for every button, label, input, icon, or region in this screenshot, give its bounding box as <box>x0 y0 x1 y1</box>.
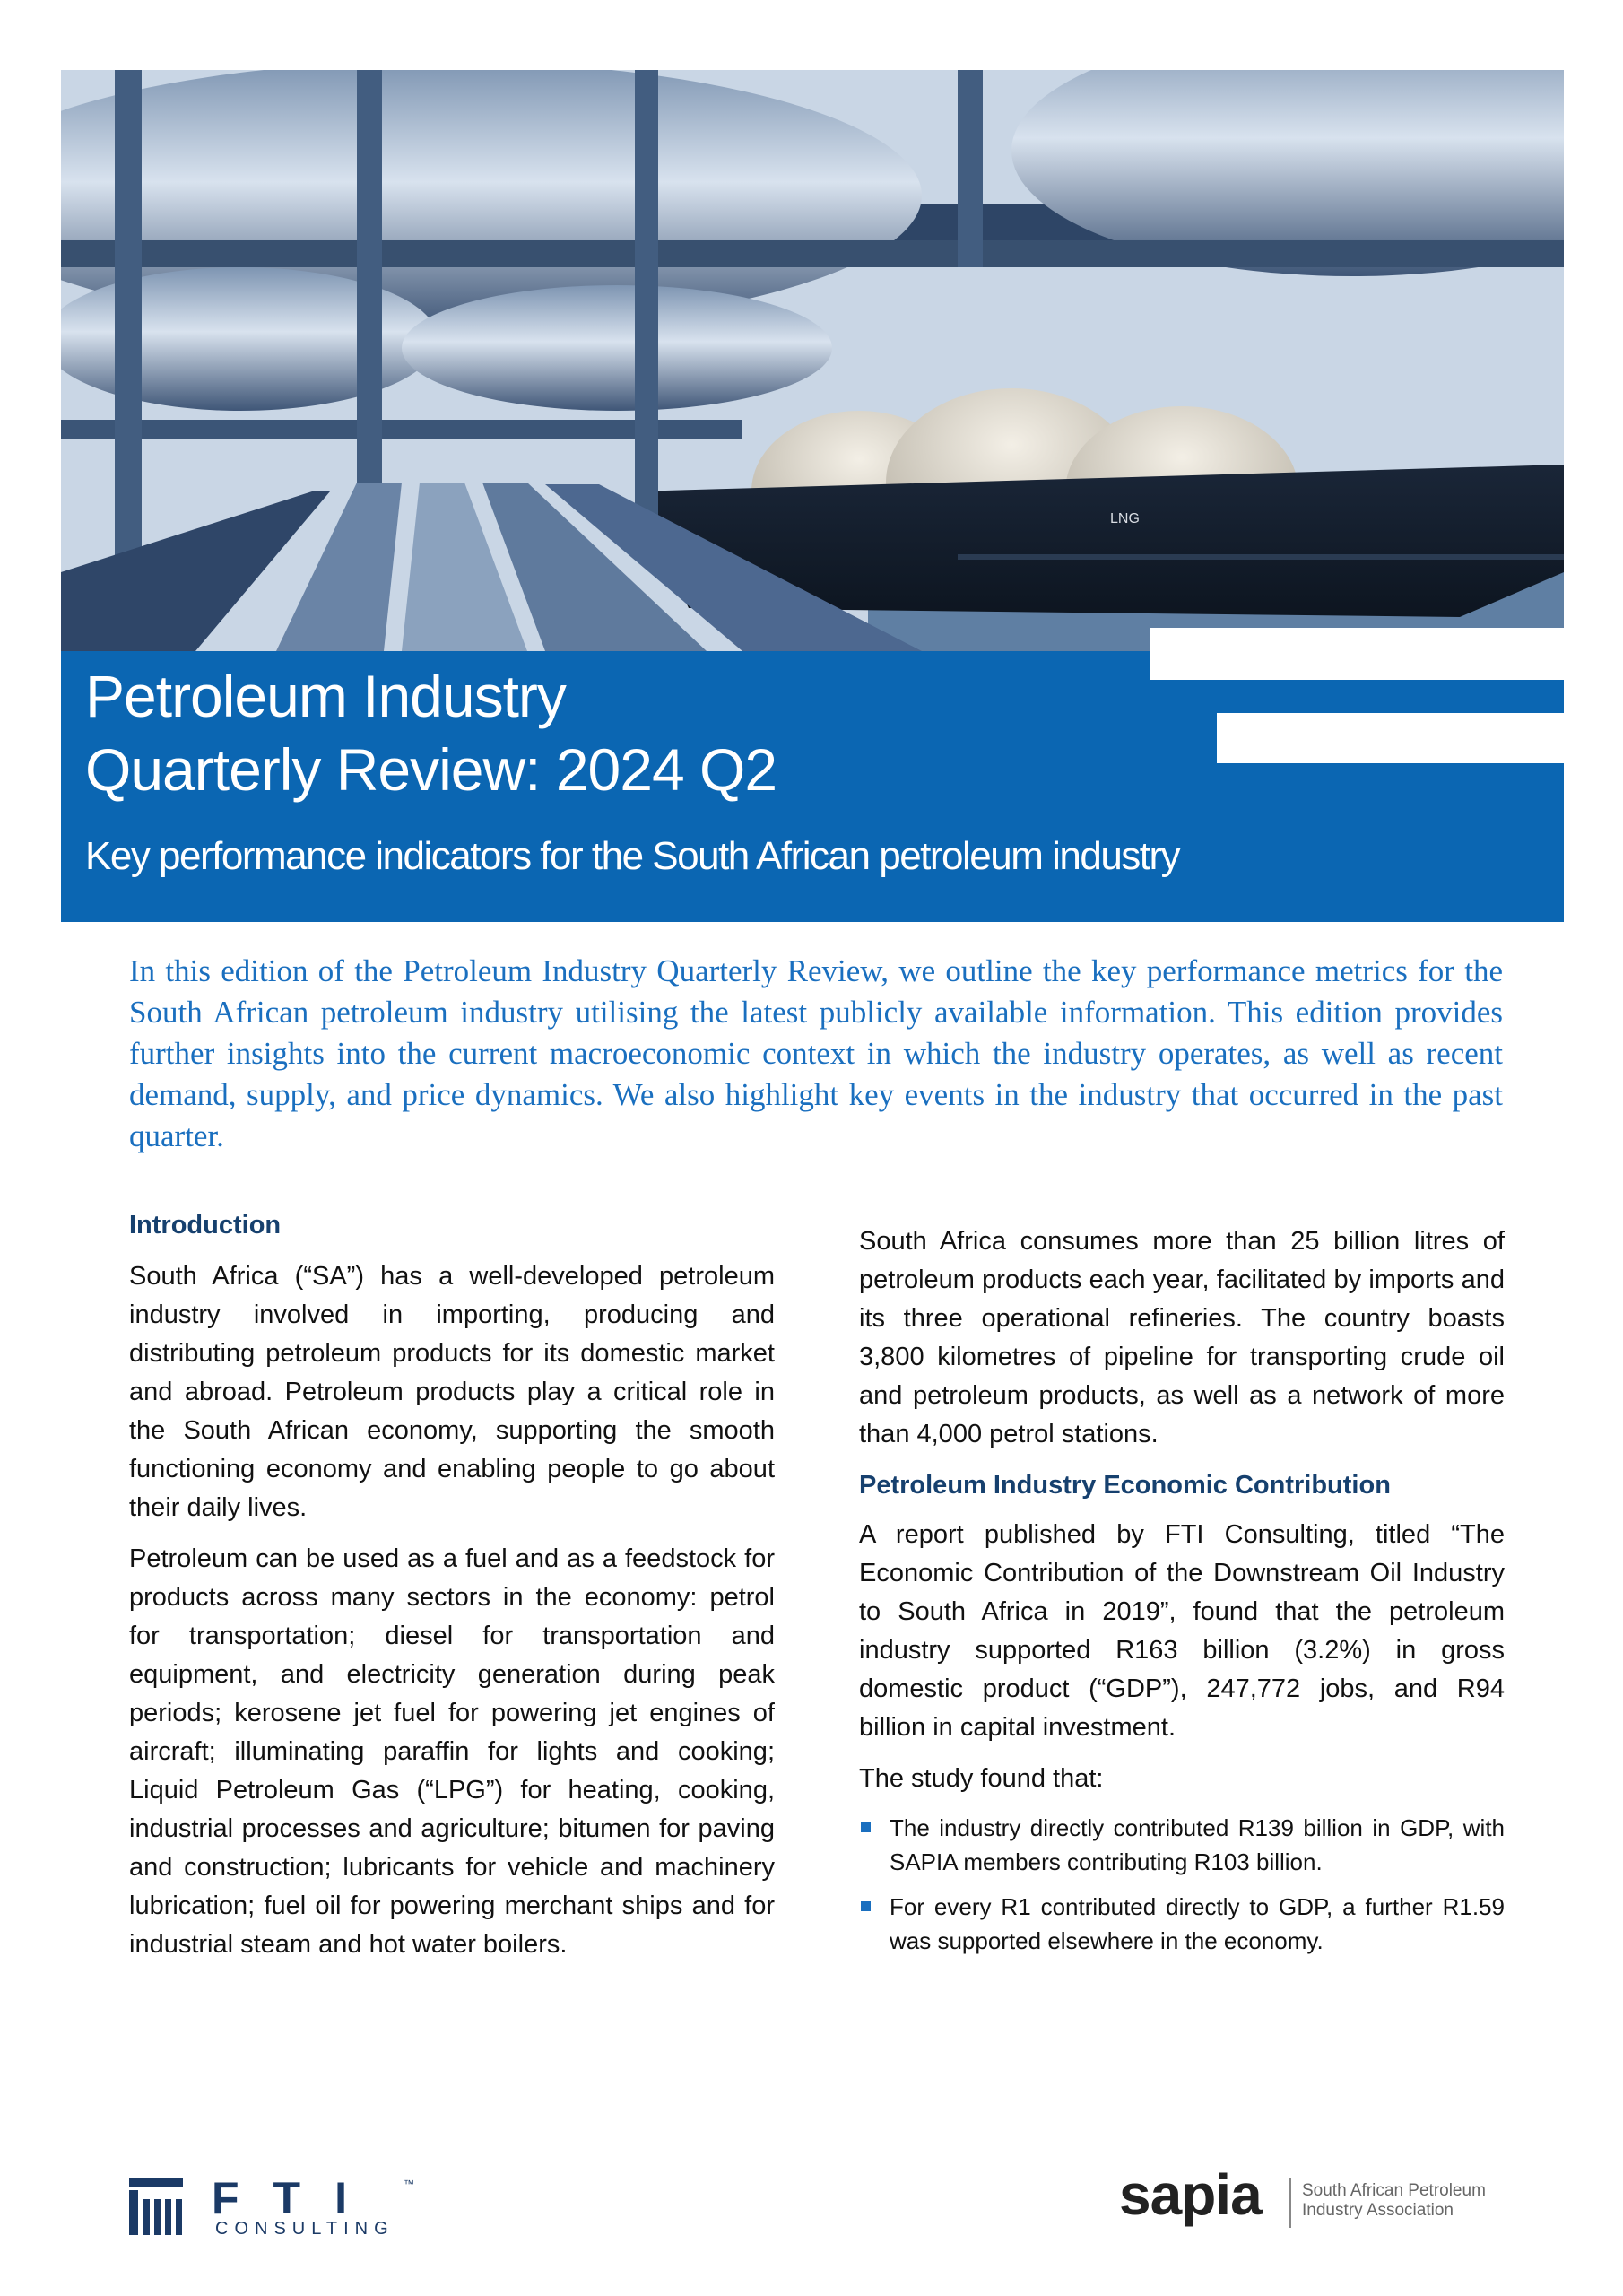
lede-paragraph: In this edition of the Petroleum Industry Quarterly Review, we outline the key performance metrics for the South African petroleum industry utilising the latest publicly available information. This edition provides further insights into the current macroeconomic context in which the industry operates, as well as recent demand, supply, and price dynamics. We also highlight key events in the industry that occurred in the past quarter. <box>129 953 1503 1153</box>
intro-paragraph-2: Petroleum can be used as a fuel and as a feedstock for products across many sectors in the economy: petrol for transportation; diesel for transportation and equipment, and electricity generation during peak periods; kerosene jet fuel for powering jet engines of aircraft; illuminating paraffin for lights and cooking; Liquid Petroleum Gas (“LPG”) for heating, cooking, industrial processes and agriculture; bitumen for paving and construction; lubricants for vehicle and machinery lubrication; fuel oil for powering merchant ships and for industrial steam and hot water boilers. <box>129 1544 775 1959</box>
right-column <box>859 1222 1505 1969</box>
report-title-line1: Petroleum Industry <box>85 663 566 729</box>
sapia-tagline-line2: Industry Association <box>1302 2201 1454 2220</box>
fti-trademark: ™ <box>404 2178 414 2190</box>
fti-wordmark: FTI <box>212 2173 381 2223</box>
fti-column-mark-icon <box>129 2178 183 2235</box>
list-item: The industry directly contributed R139 billion in GDP, with SAPIA members contributing R103 billion. <box>859 1811 1505 1879</box>
sapia-tagline-line1: South African Petroleum <box>1302 2181 1486 2200</box>
sapia-logo <box>1119 2162 1514 2240</box>
square-bullet-icon <box>861 1901 871 1911</box>
hero-photo <box>61 70 1564 651</box>
report-title-line2: Quarterly Review: 2024 Q2 <box>85 736 777 803</box>
study-lead: The study found that: <box>859 1764 1104 1793</box>
fti-consulting-logo <box>129 2173 425 2242</box>
banner-notch-bottom <box>1217 713 1564 763</box>
pipeline-lng-illustration <box>61 70 1564 651</box>
square-bullet-icon <box>861 1822 871 1832</box>
report-subtitle: Key performance indicators for the South African petroleum industry <box>85 834 1180 878</box>
sapia-divider <box>1289 2178 1291 2228</box>
banner-notch-top <box>1150 628 1564 680</box>
list-item: For every R1 contributed directly to GDP, a further R1.59 was supported elsewhere in the economy. <box>859 1890 1505 1958</box>
ship-lng-label: LNG <box>1110 511 1140 526</box>
economic-contribution-heading: Petroleum Industry Economic Contribution <box>859 1471 1391 1500</box>
left-column <box>129 1206 775 1977</box>
study-findings-list <box>859 1811 1505 1958</box>
consumption-paragraph: South Africa consumes more than 25 billion litres of petroleum products each year, facilitated by imports and its three operational refineries. The country boasts 3,800 kilometres of pipeline for transporting crude oil and petroleum products, as well as a network of more than 4,000 petrol stations. <box>859 1227 1505 1448</box>
fti-report-paragraph: A report published by FTI Consulting, titled “The Economic Contribution of the Downstream Oil Industry to South Africa in 2019”, found that the petroleum industry supported R163 billion (3.2%) in gross domestic product (“GDP”), 247,772 jobs, and R94 billion in capital investment. <box>859 1520 1505 1742</box>
title-banner <box>61 651 1564 922</box>
intro-paragraph-1: South Africa (“SA”) has a well-developed petroleum industry involved in importing, producing and distributing petroleum products for its domestic market and abroad. Petroleum products play a critical role in the South African economy, supporting the smooth functioning economy and enabling people to go about their daily lives. <box>129 1262 775 1522</box>
sapia-wordmark: sapia <box>1119 2162 1262 2227</box>
introduction-heading: Introduction <box>129 1211 282 1239</box>
fti-consulting-text: CONSULTING <box>215 2219 395 2239</box>
